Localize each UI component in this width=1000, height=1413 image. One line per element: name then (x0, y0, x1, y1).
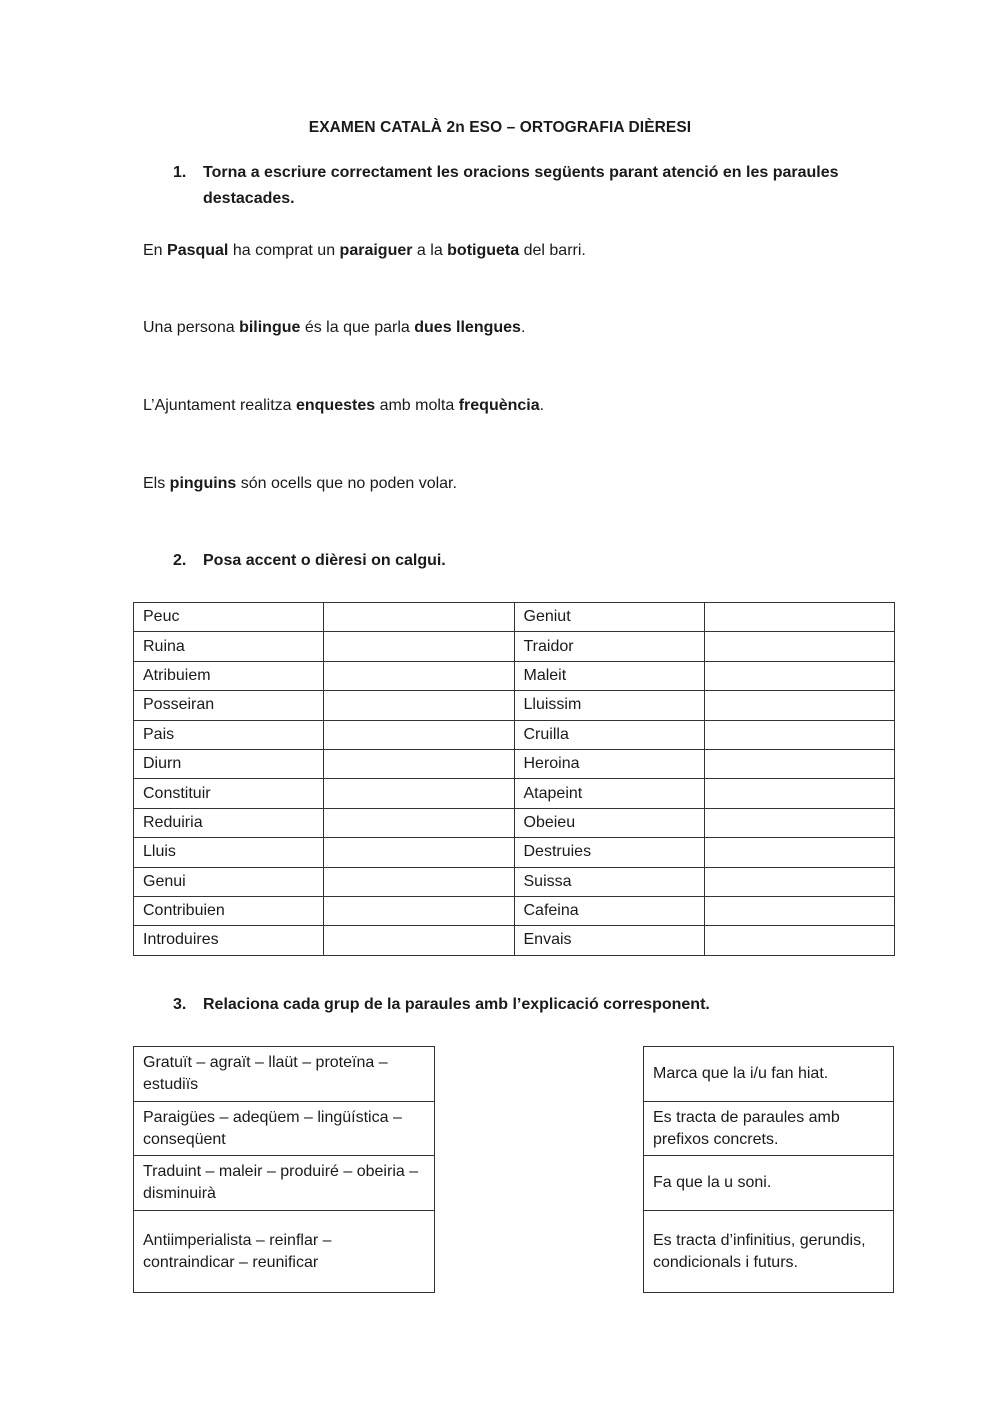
table-row (134, 603, 895, 632)
table-row (134, 661, 895, 690)
word-cell: Pais (134, 720, 324, 749)
word-group-cell[interactable]: Paraigües – adeqüem – lingüística – conseqüent (134, 1102, 434, 1156)
word-cell: Contribuien (134, 896, 324, 925)
sentence-text: ha comprat un (228, 242, 340, 259)
accent-table (133, 602, 895, 956)
explanation-cell[interactable]: Es tracta de paraules amb prefixos concrets. (644, 1102, 893, 1156)
word-cell: Obeieu (514, 808, 704, 837)
word-cell: Reduiria (134, 808, 324, 837)
word-cell: Lluis (134, 838, 324, 867)
word-cell: Ruina (134, 632, 324, 661)
sentence-text: a la (412, 242, 448, 259)
answer-cell[interactable] (704, 926, 894, 955)
word-cell: Cafeina (514, 896, 704, 925)
word-cell: Destruies (514, 838, 704, 867)
answer-cell[interactable] (324, 749, 514, 778)
answer-cell[interactable] (704, 661, 894, 690)
highlighted-word: dues llengues (414, 319, 521, 336)
answer-cell[interactable] (704, 779, 894, 808)
highlighted-word: frequència (458, 397, 540, 414)
word-cell: Constituir (134, 779, 324, 808)
sentence-text: és la que parla (300, 319, 415, 336)
sentence-text: Una persona (143, 319, 240, 336)
answer-cell[interactable] (324, 779, 514, 808)
sentence-text: . (520, 319, 526, 336)
sentence (143, 473, 457, 495)
table-row (134, 632, 895, 661)
question-text: Relaciona cada grup de la paraules amb l’explicació corresponent. (203, 996, 710, 1013)
word-cell: Atribuiem (134, 661, 324, 690)
word-cell: Maleit (514, 661, 704, 690)
page-title: EXAMEN CATALÀ 2n ESO – ORTOGRAFIA DIÈRESI (308, 119, 692, 136)
answer-cell[interactable] (704, 632, 894, 661)
sentence-text: amb molta (375, 397, 459, 414)
sentence-text: En (143, 242, 168, 259)
word-cell: Traidor (514, 632, 704, 661)
answer-cell[interactable] (324, 691, 514, 720)
answer-cell[interactable] (324, 867, 514, 896)
highlighted-word: Pasqual (167, 242, 229, 259)
answer-cell[interactable] (704, 691, 894, 720)
question-1 (173, 160, 853, 212)
table-row (134, 838, 895, 867)
sentence-text: són ocells que no poden volar. (236, 475, 457, 492)
sentence (143, 395, 544, 417)
word-cell: Genui (134, 867, 324, 896)
answer-cell[interactable] (704, 720, 894, 749)
answer-cell[interactable] (324, 926, 514, 955)
table-row (134, 749, 895, 778)
answer-cell[interactable] (704, 749, 894, 778)
answer-cell[interactable] (704, 896, 894, 925)
question-3 (173, 992, 853, 1018)
question-number: 2. (173, 552, 187, 569)
word-groups-column (133, 1046, 435, 1293)
table-row (134, 720, 895, 749)
highlighted-word: paraiguer (339, 242, 413, 259)
explanation-cell[interactable]: Fa que la u soni. (644, 1156, 893, 1211)
question-text: Torna a escriure correctament les oracions següents parant atenció en les paraules destacades. (203, 164, 839, 207)
word-cell: Heroina (514, 749, 704, 778)
sentence-text: L’Ajuntament realitza (143, 397, 296, 414)
answer-cell[interactable] (324, 808, 514, 837)
question-text: Posa accent o dièresi on calgui. (203, 552, 446, 569)
highlighted-word: botigueta (447, 242, 520, 259)
answer-cell[interactable] (324, 838, 514, 867)
explanations-column (643, 1046, 894, 1293)
explanation-cell[interactable]: Marca que la i/u fan hiat. (644, 1047, 893, 1102)
sentence (143, 240, 586, 262)
question-number: 3. (173, 996, 187, 1013)
word-group-cell[interactable]: Gratuït – agraït – llaüt – proteïna – estudiïs (134, 1047, 434, 1102)
answer-cell[interactable] (704, 603, 894, 632)
answer-cell[interactable] (324, 603, 514, 632)
word-group-cell[interactable]: Antiimperialista – reinflar – contraindicar – reunificar (143, 1231, 332, 1271)
answer-cell[interactable] (704, 867, 894, 896)
sentence-text: del barri. (519, 242, 586, 259)
answer-cell[interactable] (324, 896, 514, 925)
answer-cell[interactable] (704, 838, 894, 867)
answer-cell[interactable] (324, 720, 514, 749)
explanation-cell[interactable]: Es tracta d’infinitius, gerundis, condicionals i futurs. (653, 1231, 866, 1271)
answer-cell[interactable] (324, 661, 514, 690)
word-cell: Peuc (134, 603, 324, 632)
table-row (134, 896, 895, 925)
answer-cell[interactable] (324, 632, 514, 661)
word-cell: Envais (514, 926, 704, 955)
answer-cell[interactable] (704, 808, 894, 837)
table-row (134, 926, 895, 955)
highlighted-word: pinguins (169, 475, 237, 492)
word-cell: Lluissim (514, 691, 704, 720)
word-cell: Geniut (514, 603, 704, 632)
table-row (134, 779, 895, 808)
table-row (134, 691, 895, 720)
word-group-cell[interactable]: Traduint – maleir – produiré – obeiria – disminuirà (134, 1156, 434, 1211)
question-number: 1. (173, 164, 187, 181)
sentence-text: . (539, 397, 545, 414)
sentence-text: Els (143, 475, 170, 492)
question-2 (173, 548, 853, 574)
word-cell: Posseiran (134, 691, 324, 720)
word-cell: Diurn (134, 749, 324, 778)
highlighted-word: enquestes (295, 397, 376, 414)
table-row (134, 867, 895, 896)
word-cell: Suissa (514, 867, 704, 896)
sentence (143, 317, 525, 339)
word-cell: Introduires (134, 926, 324, 955)
table-row (134, 808, 895, 837)
word-cell: Atapeint (514, 779, 704, 808)
word-cell: Cruilla (514, 720, 704, 749)
highlighted-word: bilingue (239, 319, 301, 336)
